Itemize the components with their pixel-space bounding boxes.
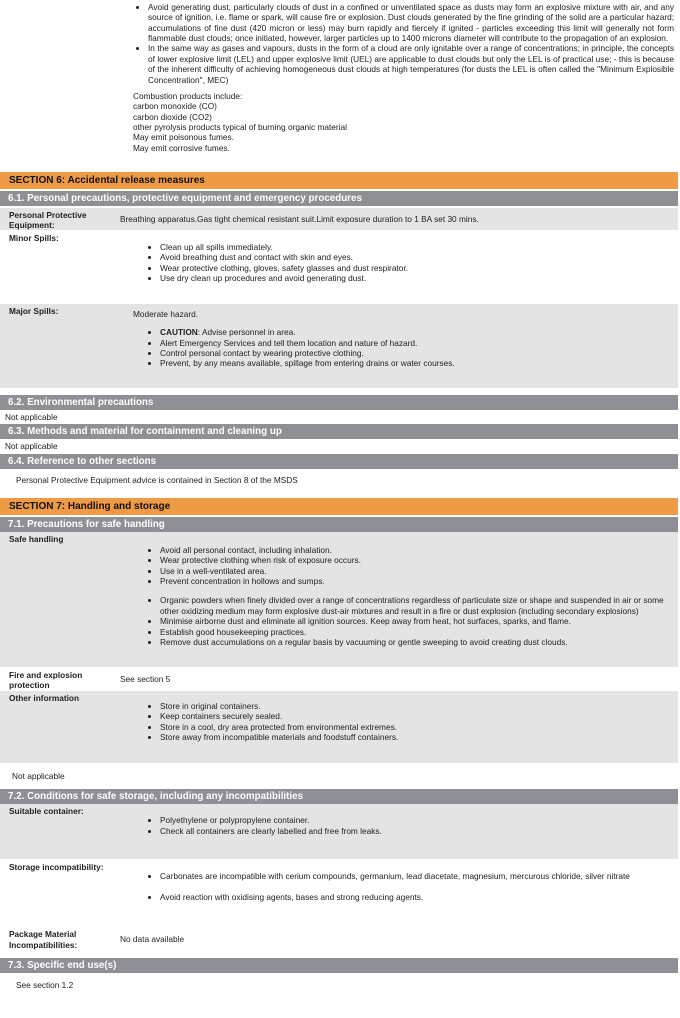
- text-line: carbon dioxide (CO2): [133, 111, 212, 122]
- package-material-value: No data available: [120, 934, 185, 945]
- list-item: • Minimise airborne dust and eliminate all ignition sources. Keep away from heat, hot surfaces, sparks, and flame.: [160, 616, 674, 626]
- fire-explosion-row: [0, 668, 678, 691]
- list-item: • Control personal contact by wearing protective clothing.: [160, 348, 674, 358]
- major-spills-row: [0, 304, 678, 389]
- minor-spills-label: Minor Spills:: [9, 233, 59, 243]
- package-material-row: [0, 923, 678, 954]
- subsection-7-3-header: 7.3. Specific end use(s): [0, 958, 678, 973]
- subsection-7-2-header: 7.2. Conditions for safe storage, including any incompatibilities: [0, 789, 678, 804]
- environmental-text: Not applicable: [5, 412, 58, 422]
- suitable-container-label: Suitable container:: [9, 806, 84, 817]
- safe-handling-list-a: [120, 545, 674, 586]
- end-use-text: See section 1.2: [16, 980, 74, 991]
- subsection-6-3-header: 6.3. Methods and material for containment and cleaning up: [0, 424, 678, 439]
- list-item: • Carbonates are incompatible with cerium compounds, germanium, lead diacetate, magnesium, mercurous chloride, silver nitrate: [160, 871, 674, 881]
- ppe-value: Breathing apparatus.Gas tight chemical resistant suit.Limit exposure duration to 1 BA set 30 mins.: [120, 214, 479, 224]
- text-line: carbon monoxide (CO): [133, 101, 217, 112]
- section-7-header: SECTION 7: Handling and storage: [0, 498, 678, 515]
- list-item: • Polyethylene or polypropylene container.: [160, 815, 674, 825]
- list-item: • Use in a well-ventilated area.: [160, 566, 674, 576]
- list-item: • Alert Emergency Services and tell them location and nature of hazard.: [160, 338, 674, 348]
- subsection-7-1-header: 7.1. Precautions for safe handling: [0, 517, 678, 532]
- list-item: • Avoid all personal contact, including inhalation.: [160, 545, 674, 555]
- major-spills-list: [120, 327, 674, 368]
- explosion-bullets: [0, 0, 680, 85]
- ppe-label: Personal Protective Equipment:: [9, 210, 87, 231]
- combustion-products: [0, 85, 680, 153]
- list-item: • Avoid reaction with oxidising agents, bases and strong reducing agents.: [160, 892, 674, 902]
- text-line: other pyrolysis products typical of burning organic material: [133, 121, 347, 132]
- package-material-label: Package Material Incompatibilities:: [9, 929, 78, 950]
- list-item: • In the same way as gases and vapours, dusts in the form of a cloud are only ignitable over a range of concentrations; in principle, the concepts of lower explosive limit (LEL) and upper explosive limit (UEL) are applicable to dust clouds but only the LEL is of practical use; - this is because of the inherent difficulty of achieving homogeneous dust clouds at high temperatures (for dusts the LEL is often called the "Minimum Explosible Concentration", MEC): [148, 43, 674, 84]
- other-information-label: Other information: [9, 693, 80, 703]
- text-line: May emit poisonous fumes.: [133, 132, 234, 143]
- minor-spills-row: [0, 231, 678, 304]
- suitable-container-list: [120, 815, 674, 836]
- safe-handling-list-b: [120, 595, 674, 647]
- list-item: • Use dry clean up procedures and avoid generating dust.: [160, 273, 674, 283]
- not-applicable-text: Not applicable: [12, 771, 65, 781]
- subsection-6-4-header: 6.4. Reference to other sections: [0, 454, 678, 469]
- suitable-container-row: [0, 804, 678, 860]
- list-item: • Check all containers are clearly labelled and free from leaks.: [160, 826, 674, 836]
- list-item: • Avoid breathing dust and contact with skin and eyes.: [160, 252, 674, 262]
- list-item: • Store away from incompatible materials and foodstuff containers.: [160, 732, 674, 742]
- caution-label: CAUTION: [160, 327, 198, 338]
- list-item: • Avoid generating dust, particularly clouds of dust in a confined or unventilated space as dusts may form an explosive mixture with air, and any source of ignition, i.e. flame or spark, will cause fire or explosion. Dust clouds generated by the fine grinding of the solid are a particular hazard; accumulations of fine dust (420 micron or less) may burn rapidly and fiercely if ignited - particles exceeding this limit will generally not form flammable dust clouds; once initiated, however, larger particles up to 1400 microns diameter will contribute to the propagation of an explosion.: [148, 2, 674, 43]
- storage-incompatibility-label: Storage incompatibility:: [9, 862, 104, 873]
- text-line: Combustion products include:: [133, 90, 243, 101]
- list-item: • Prevent concentration in hollows and sumps.: [160, 576, 674, 586]
- storage-incompatibility-row: [0, 860, 678, 923]
- reference-text: Personal Protective Equipment advice is contained in Section 8 of the MSDS: [16, 474, 298, 485]
- section-6-header: SECTION 6: Accidental release measures: [0, 172, 678, 189]
- list-item: • CAUTION: Advise personnel in area.: [160, 327, 674, 337]
- fire-explosion-value: See section 5: [120, 674, 171, 684]
- other-information-list: [120, 701, 674, 742]
- containment-text: Not applicable: [5, 441, 58, 452]
- list-item: • Prevent, by any means available, spillage from entering drains or water courses.: [160, 358, 674, 368]
- list-item: • Store in a cool, dry area protected from environmental extremes.: [160, 722, 674, 732]
- list-item: • Wear protective clothing when risk of exposure occurs.: [160, 555, 674, 565]
- list-item: • Keep containers securely sealed.: [160, 711, 674, 721]
- list-item: • Wear protective clothing, gloves, safety glasses and dust respirator.: [160, 263, 674, 273]
- minor-spills-list: [120, 242, 674, 283]
- subsection-6-1-header: 6.1. Personal precautions, protective equipment and emergency procedures: [0, 191, 678, 206]
- storage-incompatibility-list: [120, 871, 674, 902]
- major-spills-intro: Moderate hazard.: [133, 309, 199, 319]
- ppe-row: [0, 208, 678, 231]
- list-item: • Store in original containers.: [160, 701, 674, 711]
- list-item: • Establish good housekeeping practices.: [160, 627, 674, 637]
- major-spills-label: Major Spills:: [9, 306, 59, 316]
- text-line: May emit corrosive fumes.: [133, 142, 230, 153]
- fire-explosion-label: Fire and explosion protection: [9, 670, 83, 691]
- list-item: • Remove dust accumulations on a regular basis by vacuuming or gentle sweeping to avoid creating dust clouds.: [160, 637, 674, 647]
- subsection-6-2-header: 6.2. Environmental precautions: [0, 395, 678, 410]
- safe-handling-label: Safe handling: [9, 534, 64, 544]
- other-information-row: [0, 691, 678, 764]
- safe-handling-row: [0, 532, 678, 668]
- list-item: • Organic powders when finely divided over a range of concentrations regardless of particulate size or shape and suspended in air or some other oxidizing medium may form explosive dust-air mixtures and result in a fire or dust explosion (including secondary explosions): [160, 595, 674, 616]
- list-item: • Clean up all spills immediately.: [160, 242, 674, 252]
